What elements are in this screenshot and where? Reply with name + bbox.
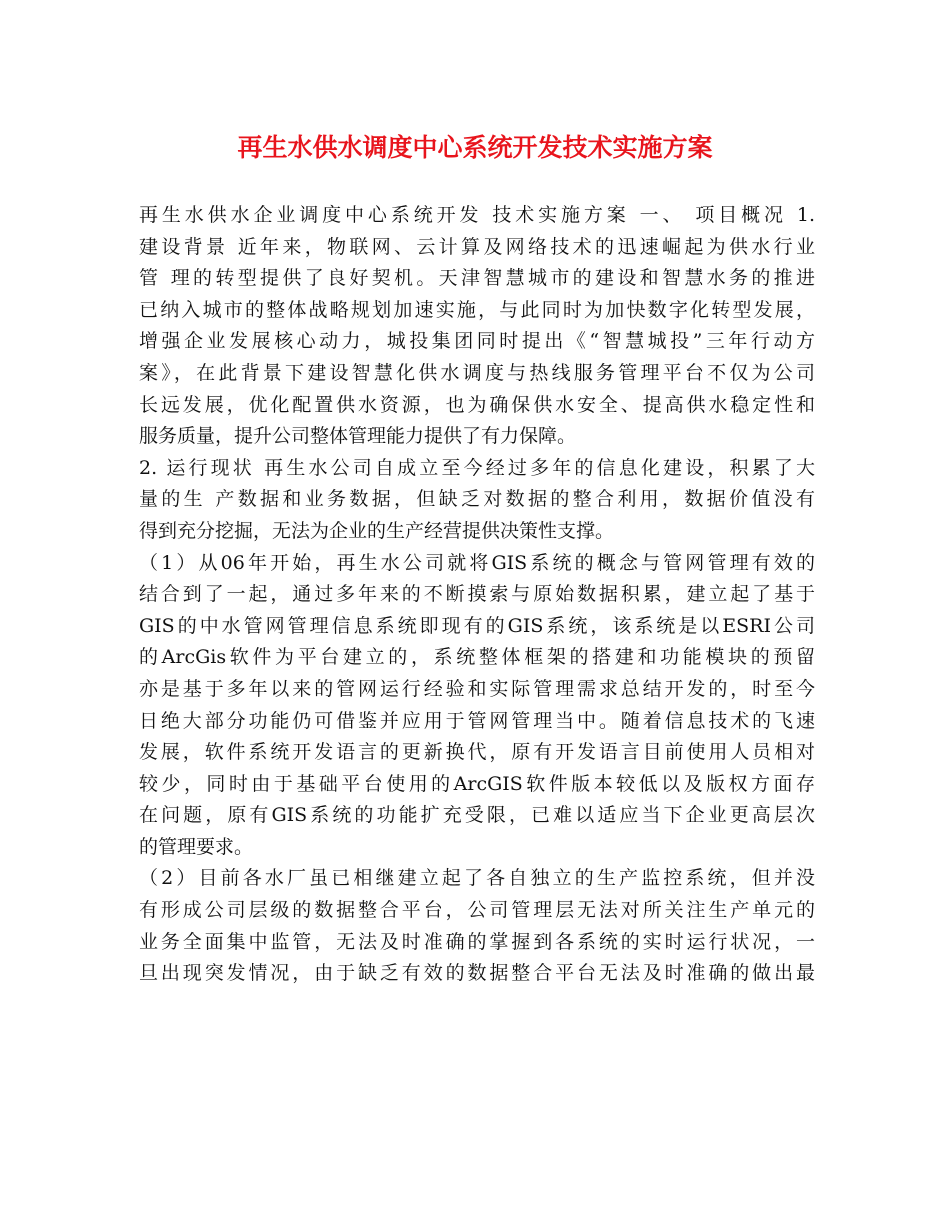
body-line: 日绝大部分功能仍可借鉴并应用于管网管理当中。随着信息技术的飞速 (139, 709, 815, 732)
body-line: 增强企业发展核心动力，城投集团同时提出《“智慧城投”三年行动方 (139, 330, 815, 353)
body-line: 长远发展，优化配置供水资源，也为确保供水安全、提高供水稳定性和 (139, 393, 815, 416)
body-line: 业务全面集中监管，无法及时准确的掌握到各系统的实时运行状况，一 (139, 930, 815, 953)
document-body (139, 200, 815, 990)
body-line: （1）从06年开始，再生水公司就将GIS系统的概念与管网管理有效的 (139, 551, 815, 574)
body-line: 亦是基于多年以来的管网运行经验和实际管理需求总结开发的，时至今 (139, 677, 815, 700)
body-line: 在问题，原有GIS系统的功能扩充受限，已难以适应当下企业更高层次 (139, 804, 815, 827)
body-line: 建设背景 近年来，物联网、云计算及网络技术的迅速崛起为供水行业 (139, 235, 815, 258)
body-line: 较少，同时由于基础平台使用的ArcGIS软件版本较低以及版权方面存 (139, 772, 815, 795)
body-line: 量的生 产数据和业务数据，但缺乏对数据的整合利用，数据价值没有 (139, 488, 815, 511)
body-line: 案》，在此背景下建设智慧化供水调度与热线服务管理平台不仅为公司 (139, 361, 815, 384)
body-line: 已纳入城市的整体战略规划加速实施，与此同时为加快数字化转型发展， (139, 298, 815, 321)
body-line: 的ArcGis软件为平台建立的，系统整体框架的搭建和功能模块的预留 (139, 646, 815, 669)
body-line: 2. 运行现状 再生水公司自成立至今经过多年的信息化建设，积累了大 (139, 456, 815, 479)
body-line: 有形成公司层级的数据整合平台，公司管理层无法对所关注生产单元的 (139, 899, 815, 922)
document-title: 再生水供水调度中心系统开发技术实施方案 (237, 133, 713, 162)
body-line: 得到充分挖掘，无法为企业的生产经营提供决策性支撑。 (139, 519, 615, 542)
body-line: 发展，软件系统开发语言的更新换代，原有开发语言目前使用人员相对 (139, 741, 815, 764)
body-line: （2）目前各水厂虽已相继建立起了各自独立的生产监控系统，但并没 (139, 867, 815, 890)
body-line: 结合到了一起，通过多年来的不断摸索与原始数据积累，建立起了基于 (139, 583, 815, 606)
body-line: 服务质量，提升公司整体管理能力提供了有力保障。 (139, 425, 577, 448)
body-line: 旦出现突发情况，由于缺乏有效的数据整合平台无法及时准确的做出最 (139, 962, 815, 985)
body-line: GIS的中水管网管理信息系统即现有的GIS系统，该系统是以ESRI公司 (139, 614, 815, 637)
body-line: 再生水供水企业调度中心系统开发 技术实施方案 一、 项目概况 1. (139, 204, 815, 226)
body-line: 的管理要求。 (139, 835, 254, 858)
body-line: 管 理的转型提供了良好契机。天津智慧城市的建设和智慧水务的推进 (139, 267, 815, 290)
